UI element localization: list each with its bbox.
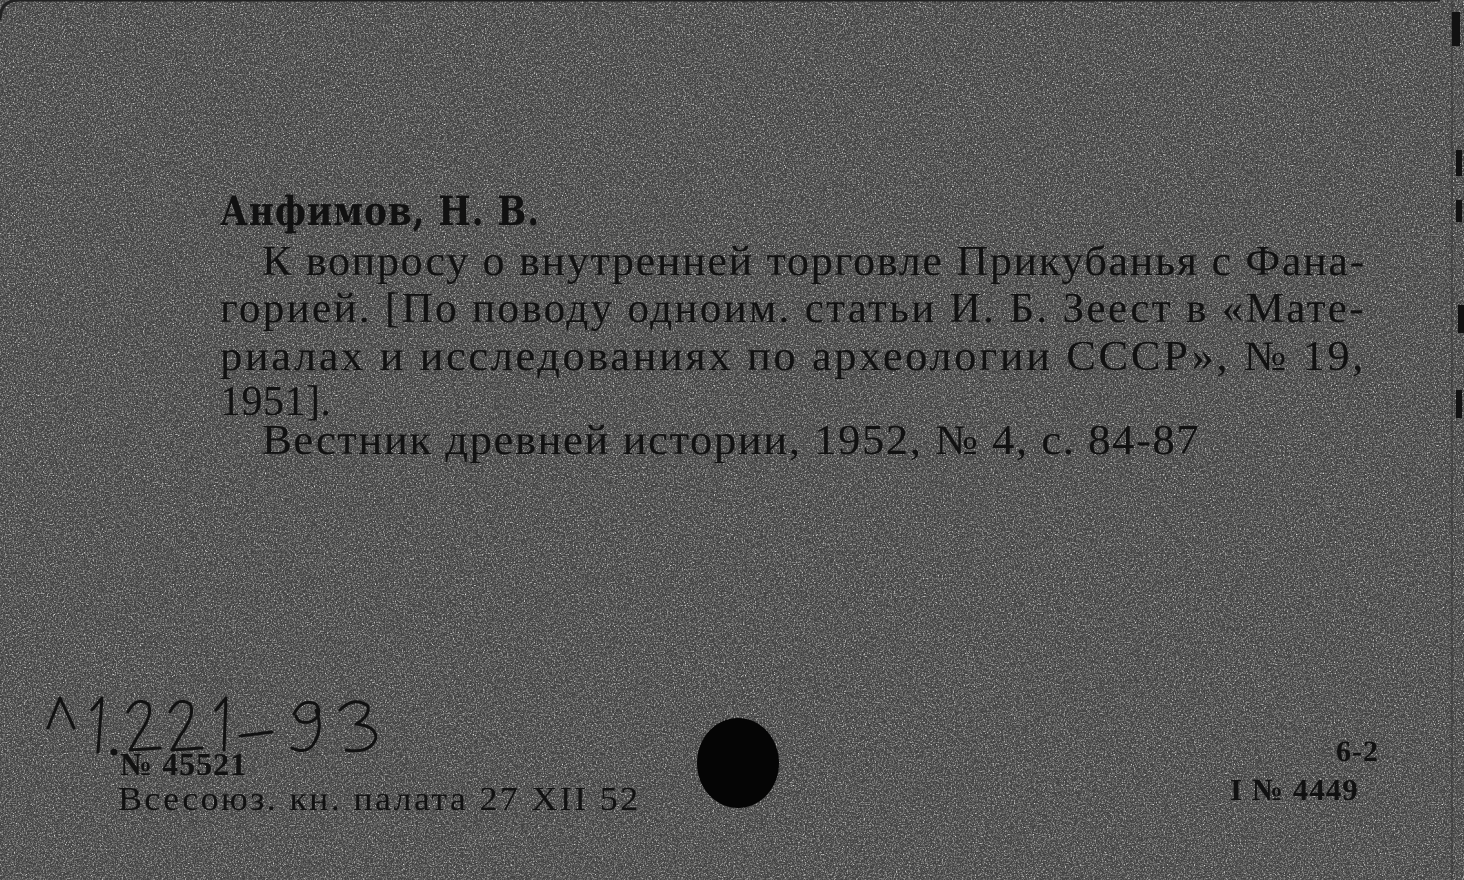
card-number: № 45521 [120,746,248,782]
source-line: Вестник древней истории, 1952, № 4, с. 84-87 [262,418,1201,464]
title-line-1: К вопросу о внутренней торговле Прикубанья с Фана- [262,239,1367,285]
author-name: Анфимов, Н. В. [220,188,541,235]
edge-mark-1 [1452,12,1460,46]
title-line-3: риалах и исследованиях по археологии СССР», № 19, [220,334,1366,380]
edge-mark-4 [1458,305,1464,333]
handwritten-shelfmark [40,670,460,770]
title-line-4: 1951]. [220,379,332,425]
registry-number: I № 4449 [1230,772,1359,807]
punch-hole [697,718,779,808]
title-line-2: горией. [По поводу одноим. статьи И. Б. Зеест в «Мате- [220,286,1366,332]
classification-code: 6-2 [1336,735,1379,768]
edge-mark-5 [1456,390,1462,418]
edge-mark-2 [1456,150,1462,176]
printer-imprint: Всесоюз. кн. палата 27 XII 52 [118,781,641,818]
edge-mark-3 [1456,200,1462,222]
